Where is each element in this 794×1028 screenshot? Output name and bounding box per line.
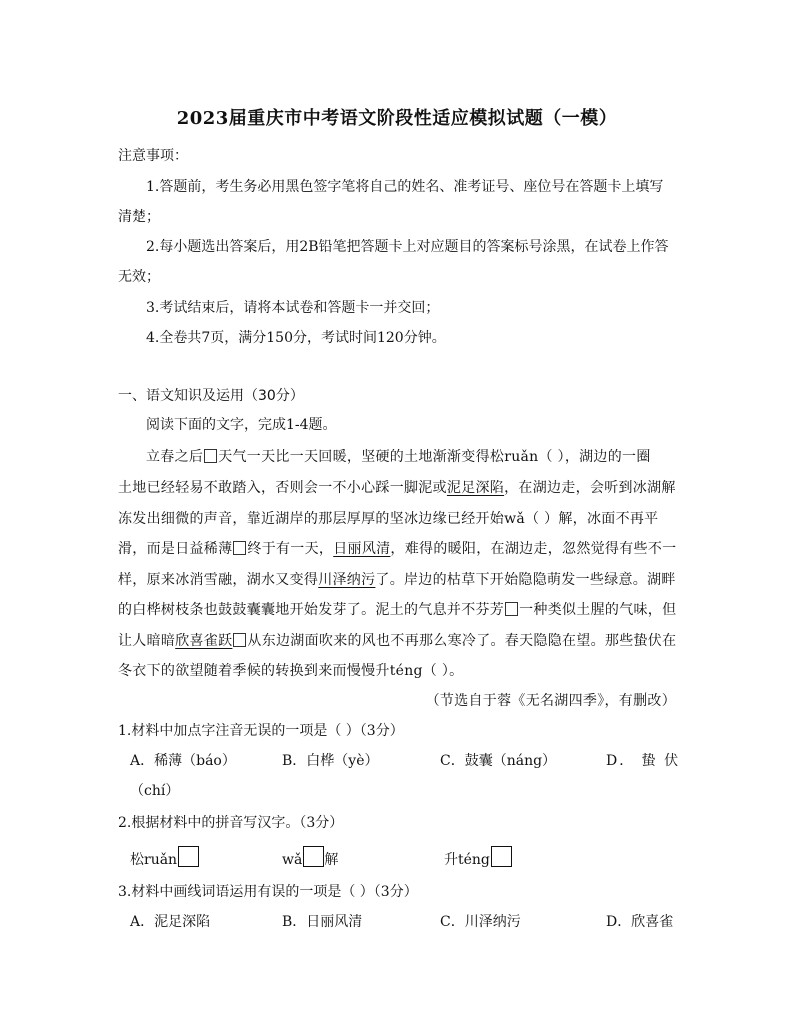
q3-option-d: D．欣喜雀	[606, 914, 674, 930]
q2-blank-3: 升téng	[444, 846, 512, 869]
blank-square	[233, 541, 246, 555]
question-2-stem: 2.根据材料中的拼音写汉字。（3分）	[118, 815, 344, 831]
section-heading: 一、语文知识及运用（30分）	[118, 388, 304, 404]
notice-item-2-cont: 无效；	[118, 269, 160, 285]
blank-square	[204, 449, 217, 463]
passage-source: （节选自于蓉《无名湖四季》，有删改）	[425, 693, 676, 709]
notice-heading: 注意事项：	[118, 148, 188, 164]
q1-option-b: B．白桦（yè）	[282, 753, 379, 769]
notice-item-4: 4.全卷共7页，满分150分，考试时间120分钟。	[146, 330, 446, 346]
notice-item-1-cont: 清楚；	[118, 209, 160, 225]
section-instruction: 阅读下面的文字，完成1-4题。	[146, 417, 337, 433]
notice-item-3: 3.考试结束后，请将本试卷和答题卡一并交回；	[146, 300, 440, 316]
passage-line-5: 样，原来冰消雪融，湖水又变得川泽纳污了。岸边的枯草下开始隐隐萌发一些绿意。湖畔	[118, 572, 676, 588]
q2-blank-1: 松ruǎn	[130, 846, 199, 869]
notice-item-2: 2.每小题选出答案后，用2B铅笔把答题卡上对应题目的答案标号涂黑，在试卷上作答	[146, 239, 669, 255]
q1-option-d-cont: （chí）	[130, 783, 180, 799]
answer-box[interactable]	[491, 846, 512, 867]
blank-square	[505, 602, 518, 616]
q3-option-c: C．川泽纳污	[440, 914, 521, 930]
q2-blank-2: wǎ 解	[282, 846, 338, 869]
answer-box[interactable]	[303, 846, 324, 867]
q1-option-a: A．稀薄（báo）	[130, 753, 236, 769]
passage-line-2: 土地已经轻易不敢踏入，否则会一不小心踩一脚泥或泥足深陷，在湖边走，会听到冰湖解	[118, 480, 676, 496]
blank-square	[233, 633, 246, 647]
underlined-phrase-4: 欣喜雀跃	[175, 633, 233, 649]
q1-option-c: C．鼓囊（náng）	[440, 753, 557, 769]
q3-option-a: A．泥足深陷	[130, 914, 211, 930]
passage-line-6: 的白桦树枝条也鼓鼓囊囊地开始发芽了。泥土的气息并不芬芳 一种类似土腥的气味，但	[118, 602, 677, 618]
passage-line-8: 冬衣下的欲望随着季候的转换到来而慢慢升téng（ ）。	[118, 663, 464, 679]
question-3-stem: 3.材料中画线词语运用有误的一项是（ ）（3分）	[118, 884, 418, 900]
underlined-phrase-3: 川泽纳污	[318, 572, 376, 588]
q3-option-b: B．日丽风清	[282, 914, 363, 930]
q1-option-d: D． 蛰 伏	[606, 753, 681, 769]
passage-line-4: 滑，而是日益稀薄 终于有一天，日丽风清，难得的暖阳，在湖边走，忽然觉得有些不一	[118, 541, 677, 557]
question-1-stem: 1.材料中加点字注音无误的一项是（ ）（3分）	[118, 723, 404, 739]
underlined-phrase-2: 日丽风清	[333, 541, 391, 557]
notice-item-1: 1.答题前，考生务必用黑色签字笔将自己的姓名、准考证号、座位号在答题卡上填写	[146, 179, 664, 195]
page-title: 2023届重庆市中考语文阶段性适应模拟试题（一模）	[176, 108, 618, 129]
passage-line-3: 冻发出细微的声音，靠近湖岸的那层厚厚的坚冰边缘已经开始wǎ（ ）解，冰面不再平	[118, 511, 659, 527]
passage-line-1: 立春之后 天气一天比一天回暖，坚硬的土地渐渐变得松ruǎn（ ），湖边的一圈	[146, 449, 651, 465]
answer-box[interactable]	[178, 846, 199, 867]
passage-line-7: 让人暗暗欣喜雀跃 从东边湖面吹来的风也不再那么寒冷了。春天隐隐在望。那些蛰伏在	[118, 633, 677, 649]
underlined-phrase-1: 泥足深陷	[446, 480, 505, 496]
